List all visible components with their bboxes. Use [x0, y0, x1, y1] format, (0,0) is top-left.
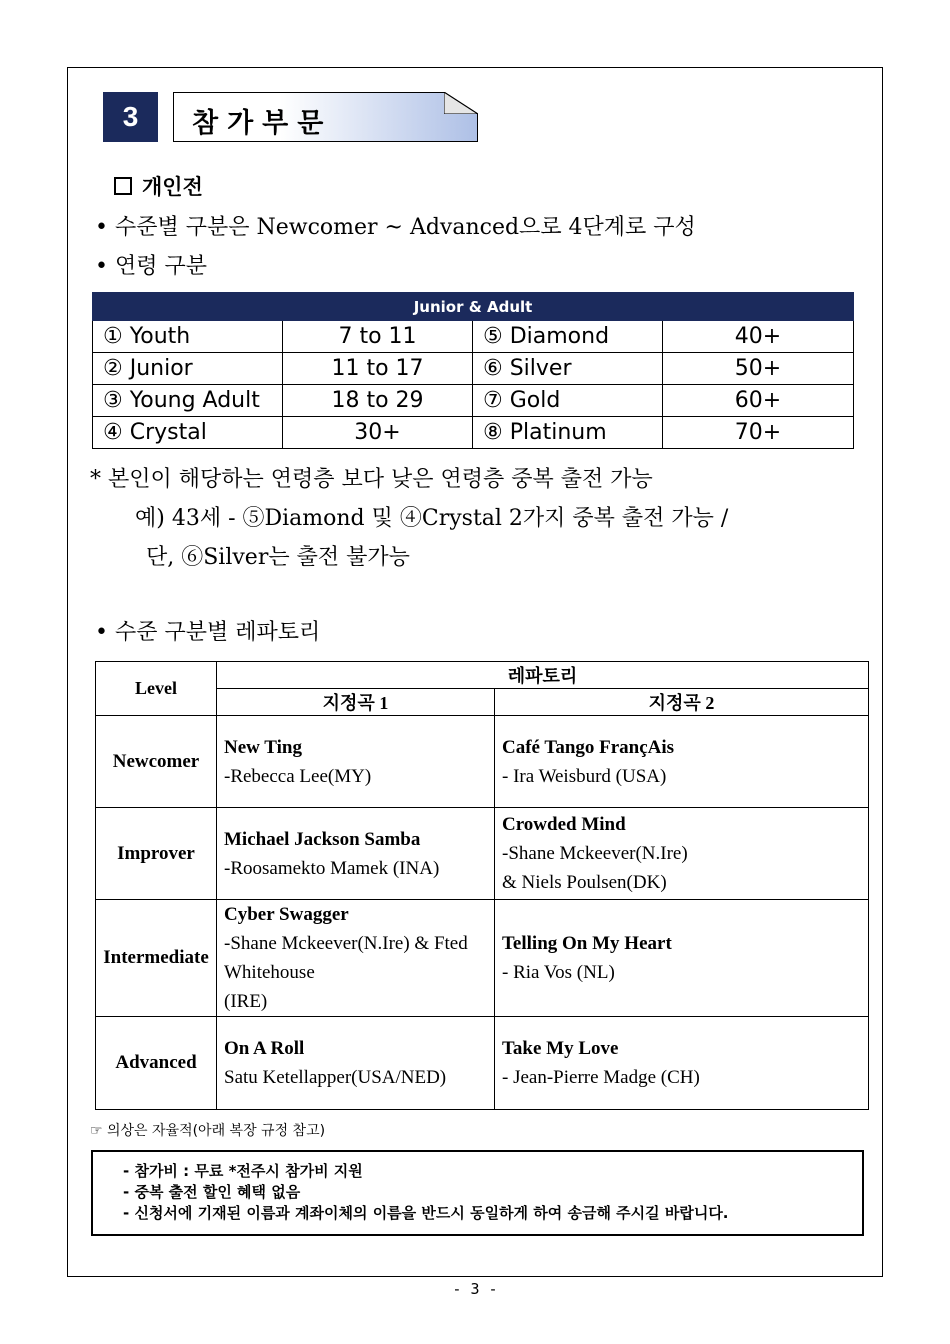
- age-note-1: * 본인이 해당하는 연령층 보다 낮은 연령층 중복 출전 가능: [90, 467, 653, 492]
- discount-line: - 중복 출전 할인 혜택 없음: [123, 1183, 301, 1201]
- song1-cell: New Ting -Rebecca Lee(MY): [217, 716, 495, 808]
- song2-column-header: 지정곡 2: [495, 689, 869, 716]
- song1-column-header: 지정곡 1: [217, 689, 495, 716]
- repertoire-heading: • 수준 구분별 레파토리: [95, 620, 321, 645]
- song2-cell: Take My Love - Jean-Pierre Madge (CH): [495, 1017, 869, 1110]
- page-fold-icon: [444, 92, 478, 114]
- table-row: [96, 808, 869, 900]
- table-row: [96, 716, 869, 808]
- song2-cell: Crowded Mind -Shane Mckeever(N.Ire) & Niels Poulsen(DK): [495, 808, 869, 900]
- level-column-header: Level: [96, 662, 217, 716]
- section-title-box: [173, 92, 478, 142]
- level-label: Advanced: [96, 1017, 217, 1110]
- individual-heading: 개인전: [114, 171, 203, 201]
- song1-cell: Cyber Swagger -Shane Mckeever(N.Ire) & Fted Whitehouse (IRE): [217, 900, 495, 1017]
- level-division-text: • 수준별 구분은 Newcomer ~ Advanced으로 4단계로 구성: [95, 215, 696, 240]
- song2-cell: Telling On My Heart - Ria Vos (NL): [495, 900, 869, 1017]
- page-number: - 3 -: [452, 1280, 498, 1298]
- checkbox-square-icon: [114, 177, 132, 195]
- repertoire-table: [95, 661, 869, 1110]
- song1-cell: Michael Jackson Samba -Roosamekto Mamek (INA): [217, 808, 495, 900]
- age-division-text: • 연령 구분: [95, 254, 207, 279]
- age-note-3: 단, ⑥Silver는 출전 불가능: [146, 545, 410, 570]
- fee-line: - 참가비 : 무료 *전주시 참가비 지원: [123, 1162, 363, 1180]
- table-row: [96, 900, 869, 1017]
- section-title: 참가부문: [192, 108, 333, 139]
- table-row: [96, 1017, 869, 1110]
- repertoire-column-header: 레파토리: [217, 662, 869, 689]
- costume-note: ☞ 의상은 자율적(아래 복장 규정 참고): [90, 1123, 326, 1139]
- age-row: ② Junior 11 to 17 ⑥ Silver 50+: [93, 353, 854, 385]
- level-label: Newcomer: [96, 716, 217, 808]
- age-note-2: 예) 43세 - ⑤Diamond 및 ④Crystal 2가지 중복 출전 가능 /: [135, 506, 729, 531]
- age-table-header: Junior & Adult: [93, 293, 854, 321]
- level-label: Improver: [96, 808, 217, 900]
- age-row: ① Youth 7 to 11 ⑤ Diamond 40+: [93, 321, 854, 353]
- song1-cell: On A Roll Satu Ketellapper(USA/NED): [217, 1017, 495, 1110]
- age-table: [92, 292, 854, 449]
- transfer-line: - 신청서에 기재된 이름과 계좌이체의 이름을 반드시 동일하게 하여 송금해 주시길 바랍니다.: [123, 1204, 729, 1222]
- age-row: ④ Crystal 30+ ⑧ Platinum 70+: [93, 417, 854, 449]
- info-box: [91, 1150, 864, 1236]
- level-label: Intermediate: [96, 900, 217, 1017]
- song2-cell: Café Tango FrançAis - Ira Weisburd (USA): [495, 716, 869, 808]
- section-number: 3: [103, 92, 158, 142]
- age-row: ③ Young Adult 18 to 29 ⑦ Gold 60+: [93, 385, 854, 417]
